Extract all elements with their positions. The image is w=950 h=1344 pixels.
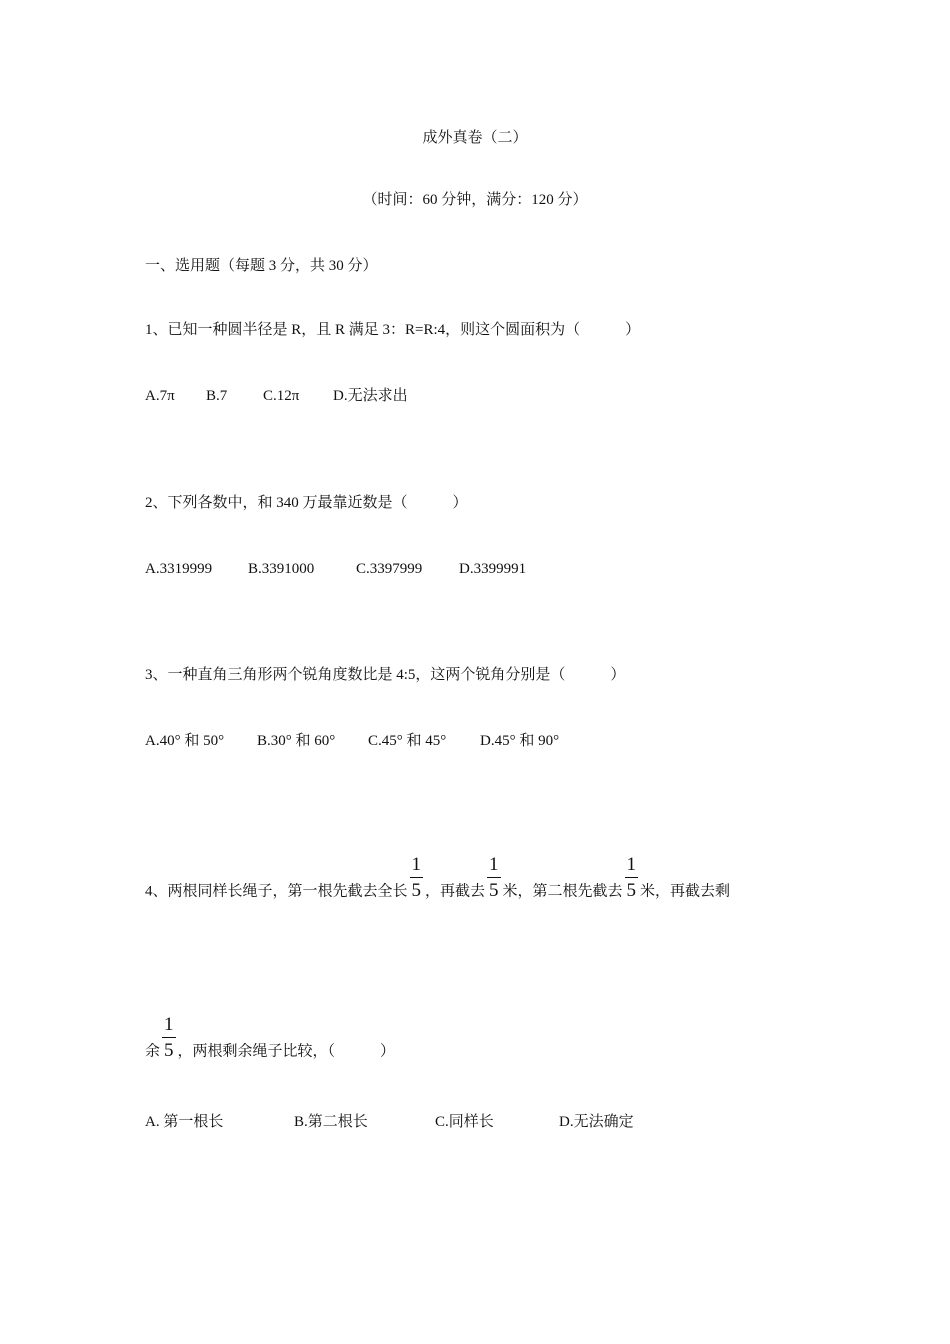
fraction-one-fifth	[162, 1015, 176, 1061]
question-3-option-d: D.45° 和 90°	[480, 733, 560, 749]
question-1-option-b: B.7	[206, 388, 228, 404]
page-title: 成外真卷（二）	[422, 130, 528, 146]
question-4-text-part-3: 米，第二根先截去	[502, 883, 623, 900]
question-2-option-a: A.3319999	[145, 561, 213, 577]
question-4-text-continued	[145, 1014, 396, 1075]
question-3-option-b: B.30° 和 60°	[257, 733, 336, 749]
question-4-option-d: D.无法确定	[559, 1114, 634, 1130]
fraction-numerator: 1	[487, 855, 501, 878]
fraction-denominator: 5	[411, 880, 422, 901]
question-4-option-c: C.同样长	[435, 1114, 494, 1130]
question-3-option-c: C.45° 和 45°	[368, 733, 447, 749]
question-2-option-d: D.3399991	[459, 561, 527, 577]
question-1-option-a: A.7π	[145, 388, 175, 404]
fraction-one-fifth	[625, 855, 639, 901]
fraction-numerator: 1	[162, 1015, 176, 1038]
question-3-option-a: A.40° 和 50°	[145, 733, 225, 749]
question-4-text-part-1: 4、两根同样长绳子，第一根先截去全长	[145, 883, 408, 900]
section-heading: 一、选用题（每题 3 分，共 30 分）	[145, 258, 378, 274]
question-4-option-a: A. 第一根长	[145, 1114, 224, 1130]
question-2-text: 2、下列各数中，和 340 万最靠近数是（ ）	[145, 495, 468, 511]
fraction-numerator: 1	[410, 855, 424, 878]
question-4-cont-part-2: ，两根剩余绳子比较，（ ）	[177, 1043, 396, 1060]
question-3-text: 3、一种直角三角形两个锐角度数比是 4:5，这两个锐角分别是（ ）	[145, 667, 626, 683]
question-2-option-b: B.3391000	[248, 561, 315, 577]
question-2-option-c: C.3397999	[356, 561, 423, 577]
question-4-text-part-4: 米，再截去剩	[640, 883, 731, 900]
fraction-denominator: 5	[489, 880, 499, 901]
question-1-option-c: C.12π	[263, 388, 300, 404]
fraction-one-fifth	[410, 855, 424, 901]
question-4-option-b: B.第二根长	[294, 1114, 368, 1130]
question-4-text-part-2: ，再截去	[425, 883, 486, 900]
question-4-text	[145, 854, 731, 915]
question-4-cont-part-1: 余	[145, 1043, 161, 1060]
page-subtitle: （时间：60 分钟，满分：120 分）	[362, 192, 588, 208]
fraction-denominator: 5	[626, 880, 637, 901]
fraction-one-fifth	[487, 855, 501, 901]
fraction-numerator: 1	[625, 855, 639, 878]
question-1-text: 1、已知一种圆半径是 R，且 R 满足 3：R=R:4，则这个圆面积为（ ）	[145, 322, 641, 338]
question-1-option-d: D.无法求出	[333, 388, 408, 404]
fraction-denominator: 5	[164, 1040, 174, 1061]
